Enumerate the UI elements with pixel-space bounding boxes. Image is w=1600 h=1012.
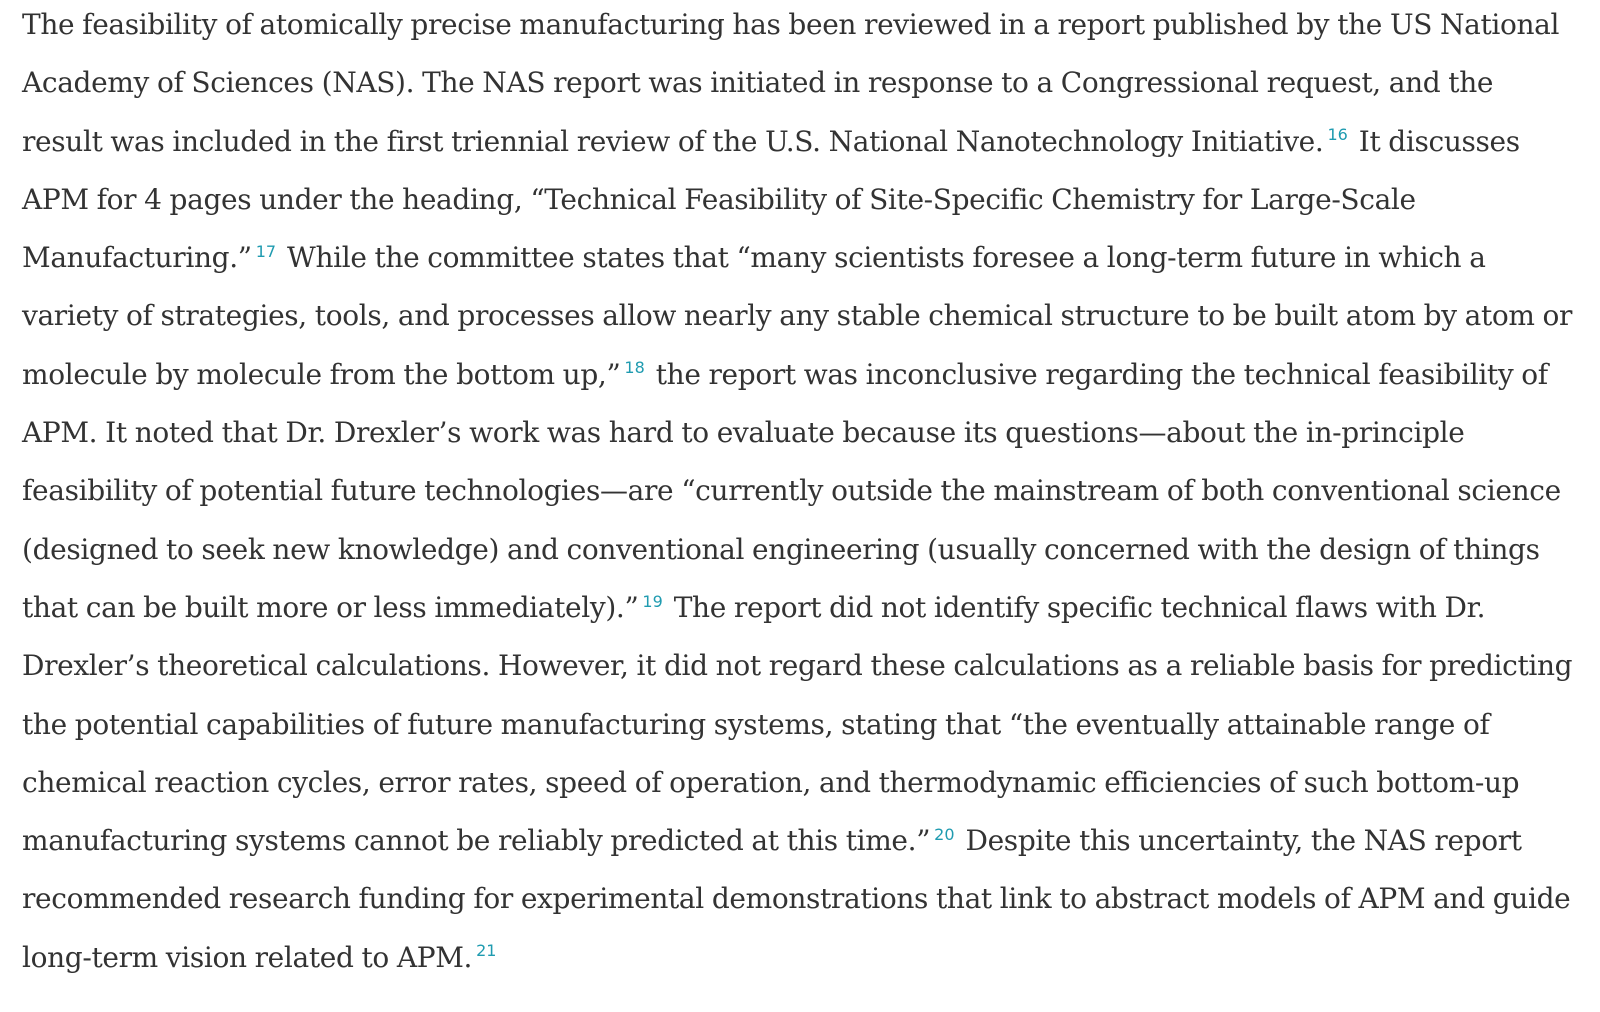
- text-segment-4: the report was inconclusive regarding the technical feasibility of APM. It noted that Dr. Drexler’s work was hard to evaluate because its questions—about the in-principle feasibility of potential future technologies—are “currently outside the mainstream of both conventional science (designed to seek new knowledge) and conventional engineering (usually concerned with the design of things that can be built more or less immediately).”: [22, 357, 1561, 624]
- text-segment-3: While the committee states that “many scientists foresee a long-term future in which a variety of strategies, tools, and processes allow nearly any stable chemical structure to be built atom by atom or molecule by molecule from the bottom up,”: [22, 241, 1573, 391]
- footnote-ref-16[interactable]: 16: [1327, 125, 1348, 145]
- footnote-ref-17[interactable]: 17: [255, 241, 277, 261]
- footnote-ref-18[interactable]: 18: [624, 358, 645, 378]
- footnote-ref-20[interactable]: 20: [934, 824, 955, 844]
- text-segment-5: The report did not identify specific technical flaws with Dr. Drexler’s theoretical calculations. However, it did not regard these calculations as a reliable basis for predicting the potential capabilities of future manufacturing systems, stating that “the eventually attainable range of chemical reaction cycles, error rates, speed of operation, and thermodynamic efficiencies of such bottom-up manufacturing systems cannot be reliably predicted at this time.”: [22, 590, 1573, 858]
- text-segment-6: Despite this uncertainty, the NAS report recommended research funding for experimental demonstrations that link to abstract models of APM and guide long-term vision related to APM.: [22, 824, 1571, 974]
- text-segment-1: The feasibility of atomically precise manufacturing has been reviewed in a report published by the US National Academy of Sciences (NAS). The NAS report was initiated in response to a Congressional request, and the result was included in the first triennial review of the U.S. National Nanotechnology Initiative.: [22, 8, 1560, 158]
- footnote-ref-21[interactable]: 21: [476, 941, 497, 961]
- paragraph: [22, 0, 1580, 987]
- footnote-ref-19[interactable]: 19: [642, 591, 663, 611]
- text-segment-2: It discusses APM for 4 pages under the heading, “Technical Feasibility of Site-Specific Chemistry for Large-Scale Manufacturing.”: [22, 124, 1520, 275]
